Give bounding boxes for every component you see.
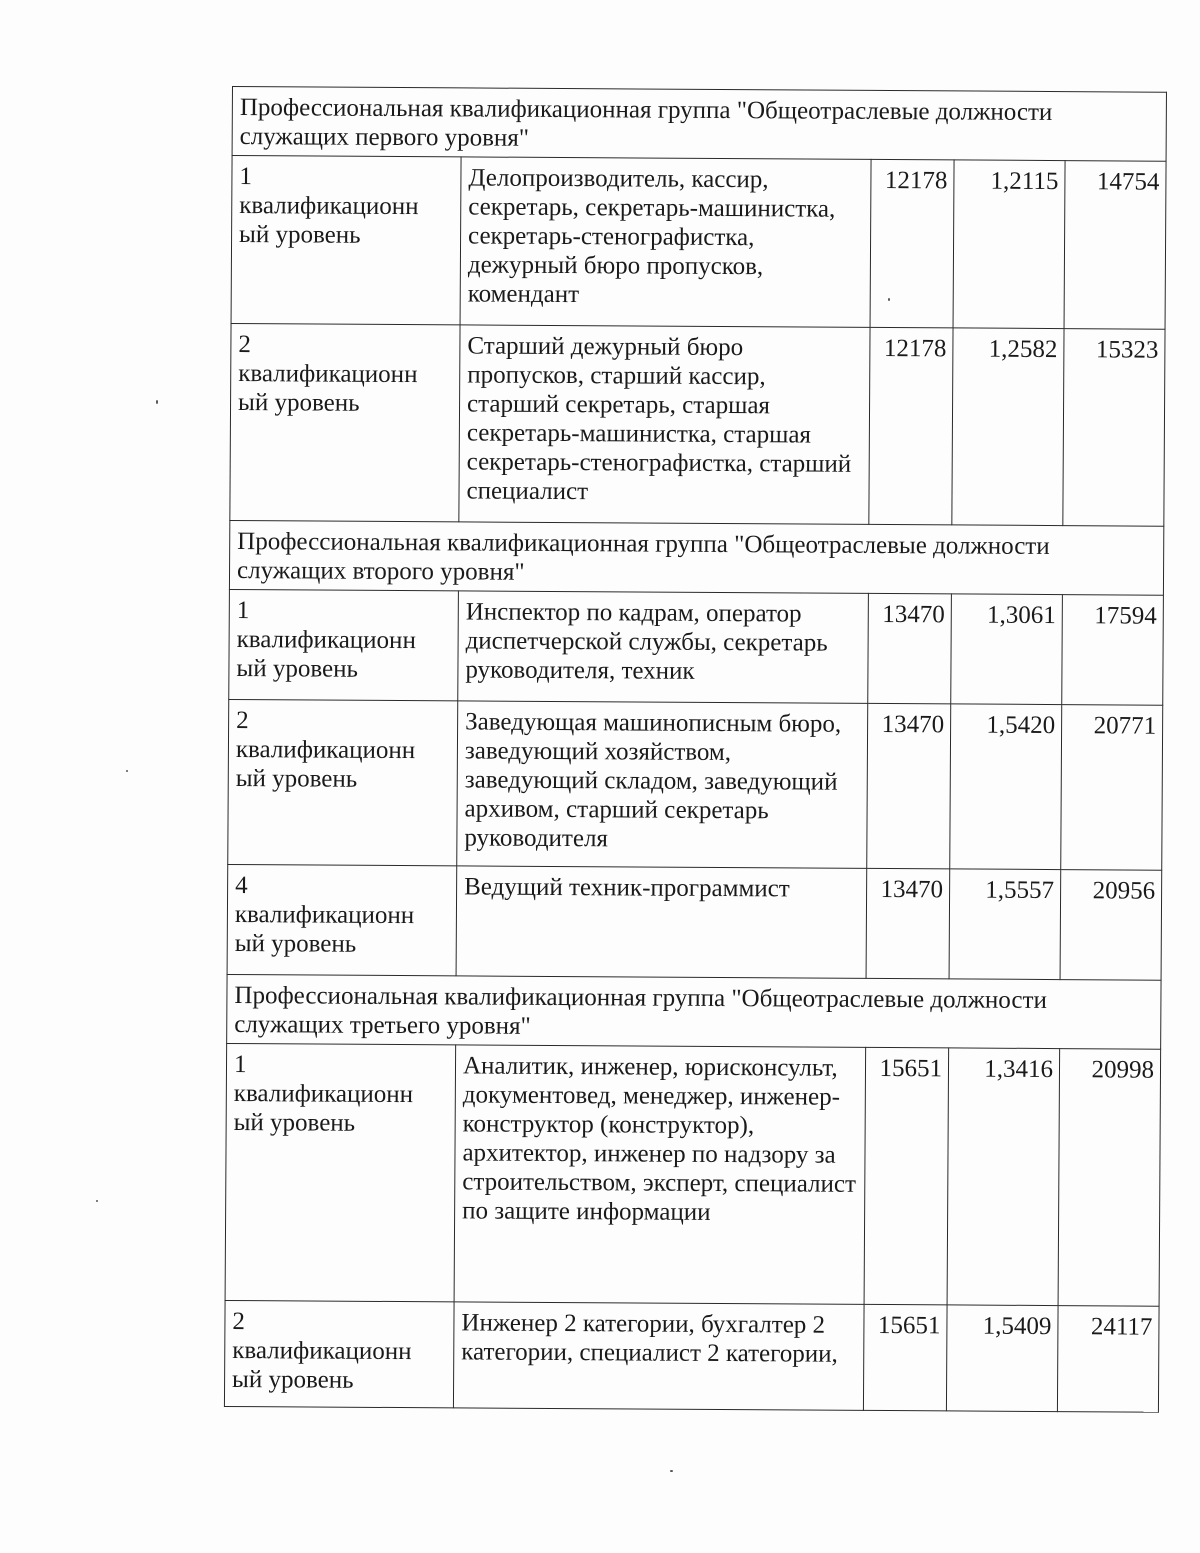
positions-list: Аналитик, инженер, юрисконсульт, документовед, менеджер, инженер-конструктор (конструктор), архитектор, инженер по надзору за строительством, эксперт, специалист по защите информации bbox=[454, 1045, 866, 1304]
salary-amount: 14754 bbox=[1064, 161, 1166, 330]
table-row bbox=[229, 589, 1164, 705]
table-row bbox=[225, 1043, 1161, 1306]
base-salary: 13470 bbox=[866, 868, 950, 979]
base-salary: 13470 bbox=[868, 593, 952, 704]
scan-speck bbox=[96, 1200, 98, 1202]
positions-list: Инспектор по кадрам, оператор диспетчерской службы, секретарь руководителя, техник bbox=[458, 591, 869, 704]
qualification-level: 1 квалификационн ый уровень bbox=[229, 589, 459, 700]
scan-speck bbox=[126, 770, 128, 772]
positions-list: Делопроизводитель, кассир, секретарь, секретарь-машинистка, секретарь-стенографистка, дежурный бюро пропусков, комендант bbox=[460, 157, 871, 328]
salary-table bbox=[224, 86, 1167, 1413]
group-header-row bbox=[229, 520, 1163, 595]
base-salary: 12178 bbox=[869, 327, 953, 525]
salary-amount: 20998 bbox=[1058, 1049, 1161, 1307]
group-title: Профессиональная квалификационная группа "Общеотраслевые должности служащих третьего уровня" bbox=[227, 974, 1161, 1049]
coefficient: 1,3061 bbox=[951, 594, 1063, 705]
salary-amount: 17594 bbox=[1062, 595, 1164, 706]
positions-list: Ведущий техник-программист bbox=[456, 866, 867, 979]
qualification-level: 1 квалификационн ый уровень bbox=[231, 156, 461, 325]
qualification-level: 4 квалификационн ый уровень bbox=[227, 864, 457, 975]
salary-amount: 20771 bbox=[1061, 705, 1163, 871]
coefficient: 1,5409 bbox=[946, 1305, 1058, 1412]
scan-speck bbox=[670, 1470, 673, 1472]
base-salary: 15651 bbox=[864, 1047, 949, 1305]
coefficient: 1,5420 bbox=[950, 704, 1062, 870]
table-row bbox=[227, 864, 1162, 980]
table-row bbox=[230, 323, 1165, 526]
table-row bbox=[228, 699, 1163, 870]
coefficient: 1,2582 bbox=[952, 328, 1064, 526]
qualification-level: 2 квалификационн ый уровень bbox=[224, 1300, 454, 1407]
coefficient: 1,5557 bbox=[949, 869, 1061, 980]
qualification-level: 1 квалификационн ый уровень bbox=[225, 1043, 456, 1301]
base-salary: 12178 bbox=[870, 159, 954, 328]
coefficient: 1,3416 bbox=[947, 1048, 1060, 1306]
positions-list: Старший дежурный бюро пропусков, старший кассир, старший секретарь, старшая секретарь-машинистка, старшая секретарь-стенографистка, старший специалист bbox=[459, 325, 870, 525]
group-header-row bbox=[227, 974, 1161, 1049]
salary-amount: 24117 bbox=[1057, 1306, 1159, 1413]
positions-list: Инженер 2 категории, бухгалтер 2 категории, специалист 2 категории, bbox=[453, 1302, 864, 1411]
positions-list: Заведующая машинописным бюро, заведующий хозяйством, заведующий складом, заведующий архивом, старший секретарь руководителя bbox=[457, 701, 868, 869]
coefficient: 1,2115 bbox=[953, 160, 1065, 329]
table-row bbox=[231, 156, 1166, 330]
group-title: Профессиональная квалификационная группа "Общеотраслевые должности служащих второго уровня" bbox=[229, 520, 1163, 595]
scan-speck bbox=[888, 298, 890, 301]
qualification-level: 2 квалификационн ый уровень bbox=[230, 323, 460, 521]
base-salary: 15651 bbox=[863, 1304, 947, 1411]
base-salary: 13470 bbox=[867, 703, 951, 869]
group-title: Профессиональная квалификационная группа "Общеотраслевые должности служащих первого уровня" bbox=[232, 87, 1166, 162]
salary-amount: 15323 bbox=[1063, 329, 1165, 527]
group-header-row bbox=[232, 87, 1166, 162]
qualification-level: 2 квалификационн ый уровень bbox=[228, 699, 458, 865]
scan-speck bbox=[156, 400, 158, 404]
table-row bbox=[224, 1300, 1159, 1412]
salary-amount: 20956 bbox=[1060, 870, 1162, 981]
